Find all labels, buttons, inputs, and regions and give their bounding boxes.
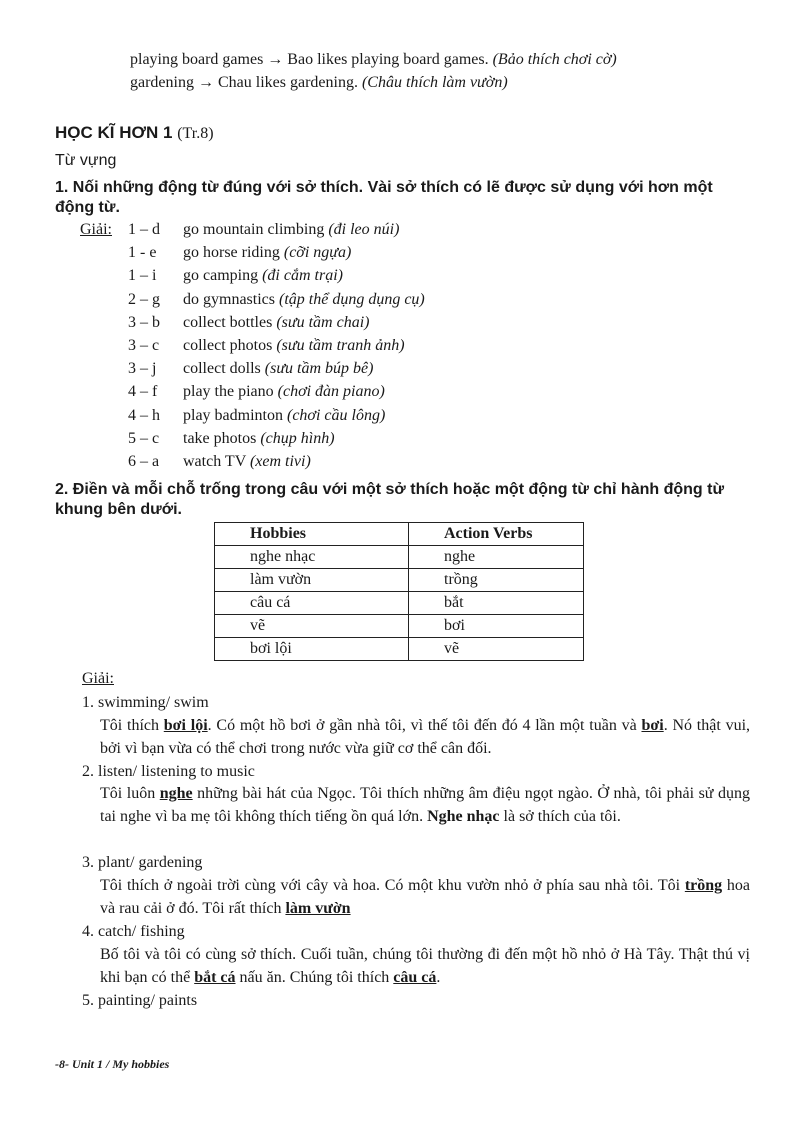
table-cell: bơi lội bbox=[215, 638, 409, 661]
match-text bbox=[183, 427, 335, 450]
match-meaning: (cỡi ngựa) bbox=[283, 244, 352, 262]
match-text bbox=[183, 450, 311, 473]
question-1-title: 1. Nối những động từ đúng với sở thích. Vài sở thích có lẽ được sử dụng với hơn một động từ. bbox=[55, 179, 713, 216]
table-header: Hobbies bbox=[215, 523, 409, 546]
answer-text: Tôi thích bbox=[100, 717, 164, 734]
table-cell: làm vườn bbox=[215, 569, 409, 592]
answer-fill-word: nghe bbox=[159, 785, 193, 802]
match-phrase: go horse riding bbox=[183, 244, 284, 262]
answer-4-label: 4. catch/ fishing bbox=[82, 923, 185, 940]
answer-fill-word: câu cá bbox=[393, 969, 437, 986]
table-row bbox=[215, 615, 584, 638]
match-phrase: watch TV bbox=[183, 452, 250, 470]
match-code: 2 – g bbox=[128, 290, 160, 308]
section-subtitle: Từ vựng bbox=[55, 152, 117, 169]
table-row bbox=[215, 546, 584, 569]
intro-line-1: playing board games → Bao likes playing board games. (Bảo thích chơi cờ) bbox=[130, 51, 617, 68]
match-phrase: play the piano bbox=[183, 383, 278, 401]
match-meaning: (chơi cầu lông) bbox=[286, 406, 386, 424]
match-code: 5 – c bbox=[128, 429, 160, 447]
match-code: 3 – j bbox=[128, 360, 157, 378]
answer-text: nấu ăn. Chúng tôi thích bbox=[235, 969, 394, 986]
intro-line-2: gardening → Chau likes gardening. (Châu thích làm vườn) bbox=[130, 74, 508, 91]
match-code: 3 – b bbox=[128, 313, 160, 331]
answer-2-body bbox=[100, 782, 750, 828]
answer-text: Tây. Thật thú vị khi bạn có thể bbox=[100, 946, 750, 986]
table-cell: vẽ bbox=[409, 638, 584, 661]
answer-4-body bbox=[100, 943, 750, 989]
match-phrase: collect dolls bbox=[183, 360, 265, 378]
table-header: Action Verbs bbox=[409, 523, 584, 546]
match-text bbox=[183, 311, 369, 334]
answer-text: hoa và rau cải ở đó. Tôi rất thích bbox=[100, 877, 750, 917]
table-cell: câu cá bbox=[215, 592, 409, 615]
answer-fill-word: Nghe nhạc bbox=[427, 808, 500, 825]
match-phrase: go camping bbox=[183, 267, 263, 285]
match-phrase: collect photos bbox=[183, 336, 277, 354]
match-phrase: take photos bbox=[183, 429, 261, 447]
match-meaning: (xem tivi) bbox=[249, 452, 311, 470]
match-meaning: (tập thể dụng dụng cụ) bbox=[279, 290, 425, 308]
match-text bbox=[183, 218, 399, 241]
question-2-giai-label: Giải: bbox=[82, 670, 114, 687]
answer-1-body bbox=[100, 714, 750, 760]
answer-text: . Có một hồ bơi ở gần nhà tôi, vì thế tôi đến đó 4 lần một tuần và bbox=[207, 717, 642, 734]
table-cell: trồng bbox=[409, 569, 584, 592]
vocab-table bbox=[214, 522, 584, 661]
table-header-row bbox=[215, 523, 584, 546]
answer-5-label: 5. painting/ paints bbox=[82, 992, 198, 1009]
match-meaning: (đi leo núi) bbox=[328, 221, 400, 238]
table-cell: bơi bbox=[409, 615, 584, 638]
answer-text: phải sử dụng tai nghe vì ba mẹ tôi không thích tiếng ồn quá lớn. bbox=[100, 785, 751, 825]
match-text bbox=[183, 380, 385, 403]
match-phrase: play badminton bbox=[183, 406, 287, 424]
answer-text: là sở thích bbox=[499, 808, 570, 825]
answer-text: Tôi luôn bbox=[100, 785, 160, 802]
answer-text: . bbox=[436, 969, 441, 986]
answer-fill-word: bắt cá bbox=[194, 969, 236, 986]
table-cell: bắt bbox=[409, 592, 584, 615]
answer-fill-word: trồng bbox=[684, 877, 723, 894]
match-phrase: go mountain climbing bbox=[183, 221, 329, 238]
match-text bbox=[183, 288, 425, 311]
page-footer: -8- Unit 1 / My hobbies bbox=[55, 1057, 170, 1071]
answer-fill-word: bơi bbox=[641, 717, 664, 734]
section-heading: HỌC KĨ HƠN 1 (Tr.8) bbox=[55, 123, 214, 142]
match-phrase: do gymnastics bbox=[183, 290, 279, 308]
match-text bbox=[183, 404, 385, 427]
match-code: 4 – h bbox=[128, 406, 160, 424]
match-code: 1 - e bbox=[128, 244, 157, 262]
match-code: 1 – i bbox=[128, 267, 157, 285]
match-text bbox=[183, 241, 351, 264]
answer-2-label: 2. listen/ listening to music bbox=[82, 763, 255, 780]
match-phrase: collect bottles bbox=[183, 313, 277, 331]
match-meaning: (chơi đàn piano) bbox=[277, 383, 385, 401]
answer-text: . bbox=[663, 717, 668, 734]
match-text bbox=[183, 264, 343, 287]
match-code: 4 – f bbox=[128, 383, 158, 401]
table-row bbox=[215, 592, 584, 615]
match-meaning: (sưu tầm búp bê) bbox=[264, 360, 374, 378]
match-text bbox=[183, 334, 405, 357]
answer-fill-word: bơi lội bbox=[163, 717, 208, 734]
question-1-giai-label: Giải: bbox=[80, 221, 112, 238]
answer-text: những bài hát của Ngọc. Tôi thích những âm điệu ngọt ngào. Ở nhà, tôi bbox=[192, 785, 662, 802]
answer-3-label: 3. plant/ gardening bbox=[82, 854, 203, 871]
match-meaning: (chụp hình) bbox=[260, 429, 335, 447]
answer-text: Nó thật vui, bởi vì bạn vừa có thể chơi trong nước vừa giữ cơ thể cân đối. bbox=[100, 717, 751, 757]
table-row bbox=[215, 569, 584, 592]
answer-3-body bbox=[100, 874, 750, 920]
match-text bbox=[183, 357, 373, 380]
match-code: 1 – d bbox=[128, 221, 160, 238]
match-meaning: (sưu tầm tranh ảnh) bbox=[276, 336, 405, 354]
table-cell: nghe nhạc bbox=[215, 546, 409, 569]
answer-1-label: 1. swimming/ swim bbox=[82, 694, 209, 711]
table-row bbox=[215, 638, 584, 661]
question-2-title: 2. Điền và mỗi chỗ trống trong câu với một sở thích hoặc một động từ chỉ hành động từ khung bên dưới. bbox=[55, 481, 725, 518]
answer-text: Tôi thích ở ngoài trời cùng với cây và hoa. Có một khu vườn nhỏ ở phía sau nhà tôi. bbox=[100, 877, 654, 894]
match-code: 6 – a bbox=[128, 452, 160, 470]
table-cell: vẽ bbox=[215, 615, 409, 638]
answer-text: Bố tôi và tôi có cùng sở thích. Cuối tuần, chúng tôi thường đi đến một hồ nhỏ ở Hà bbox=[100, 946, 643, 963]
table-cell: nghe bbox=[409, 546, 584, 569]
match-code: 3 – c bbox=[128, 336, 160, 354]
match-meaning: (sưu tầm chai) bbox=[276, 313, 370, 331]
match-meaning: (đi cắm trại) bbox=[262, 267, 343, 285]
answer-text: của tôi. bbox=[573, 808, 621, 825]
answer-fill-word: làm vườn bbox=[285, 900, 351, 917]
answer-text: Tôi bbox=[657, 877, 685, 894]
